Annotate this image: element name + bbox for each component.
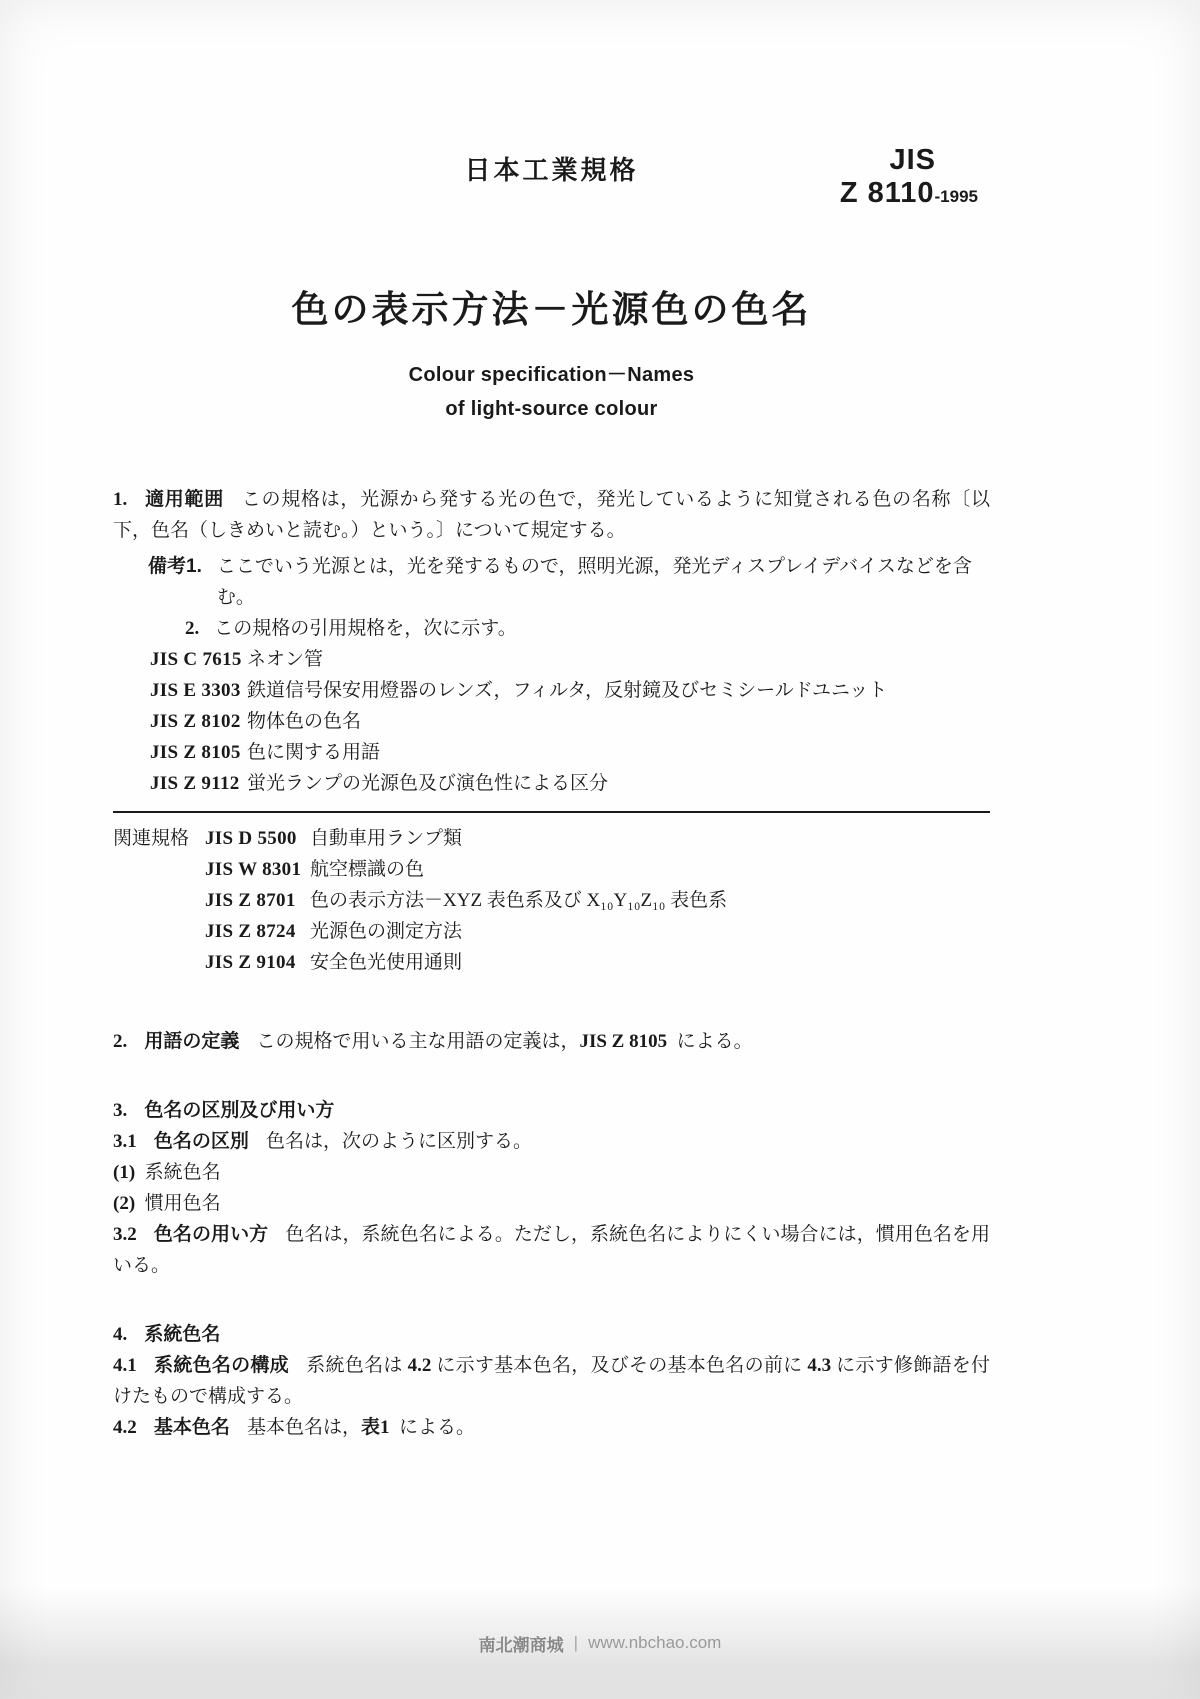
- standard-title: 色の表示方法－XYZ 表色系及び X₁₀Y₁₀Z₁₀ 表色系: [310, 890, 728, 911]
- section-3-1-text: 色名は，次のように区別する。: [265, 1131, 532, 1152]
- footer-site-name: 南北潮商城: [478, 1635, 564, 1655]
- section-3-number: 3.: [113, 1100, 128, 1121]
- remark-1-label: 備考1.: [148, 556, 202, 577]
- related-label-spacer: [113, 947, 205, 978]
- section-1-number: 1.: [113, 489, 128, 510]
- section-4-1-reference-2: 4.3: [807, 1355, 832, 1376]
- section-4-1-text-3: に示す修飾語を付けたもので構成する。: [113, 1355, 990, 1407]
- cited-standard-row: [150, 706, 990, 737]
- section-4-1-text-2: に示す基本色名，及びその基本色名の前に: [436, 1355, 803, 1376]
- related-label-spacer: [113, 885, 205, 916]
- related-standard-row: [113, 885, 990, 916]
- document-subtitle-en-line2: of light-source colour: [445, 398, 658, 420]
- color-name-type-item-1: [113, 1157, 990, 1188]
- section-3-1-paragraph: [113, 1126, 990, 1157]
- related-standard-row: [113, 823, 990, 854]
- list-item-1-number: (1): [113, 1162, 136, 1183]
- section-3-2-paragraph: [113, 1219, 990, 1281]
- section-4-1-reference-1: 4.2: [407, 1355, 432, 1376]
- list-item-1-text: 系統色名: [144, 1162, 221, 1183]
- org-title: 日本工業規格: [464, 155, 639, 185]
- section-4-label: 系統色名: [144, 1324, 221, 1345]
- standard-title: 航空標識の色: [310, 859, 425, 880]
- section-4-2-text-1: 基本色名は，: [246, 1417, 361, 1438]
- standard-title: 自動車用ランプ類: [310, 828, 463, 849]
- section-4-number: 4.: [113, 1324, 128, 1345]
- standard-id-block: [840, 144, 978, 210]
- section-1-label: 適用範囲: [144, 489, 224, 510]
- standard-code: JIS Z 8105: [150, 742, 241, 763]
- related-standard-row: [113, 947, 990, 978]
- document-subtitle-en-line1: Colour specification－Names: [408, 364, 695, 386]
- section-4-2-label: 基本色名: [153, 1417, 230, 1438]
- standard-code-line: [840, 177, 978, 210]
- standard-code: JIS Z 8701: [205, 890, 296, 911]
- related-standards-label: 関連規格: [113, 828, 190, 849]
- section-1-scope-paragraph: [113, 484, 990, 546]
- cited-standards-list: [113, 644, 990, 799]
- standard-code: JIS C 7615: [150, 649, 242, 670]
- standard-title: 蛍光ランプの光源色及び演色性による区分: [247, 773, 609, 794]
- section-2-reference: JIS Z 8105: [579, 1031, 668, 1052]
- standard-code: JIS E 3303: [150, 680, 241, 701]
- list-item-2-text: 慣用色名: [144, 1193, 221, 1214]
- standard-code: JIS Z 8102: [150, 711, 241, 732]
- page-content: [113, 144, 990, 1443]
- list-item-2-number: (2): [113, 1193, 136, 1214]
- divider-rule: [113, 811, 990, 813]
- section-4-1-paragraph: [113, 1350, 990, 1412]
- section-3-1-label: 色名の区別: [153, 1131, 249, 1152]
- remark-item-2: [185, 613, 990, 644]
- section-4-1-number: 4.1: [113, 1355, 137, 1376]
- standard-title: ネオン管: [247, 649, 324, 670]
- footer-divider: |: [573, 1633, 579, 1652]
- page-footer: [0, 1587, 1200, 1699]
- document-header: [113, 144, 990, 226]
- standard-code: JIS Z 8724: [205, 921, 296, 942]
- section-1-text: この規格は，光源から発する光の色で，発光しているように知覚される色の名称〔以下，色名（しきめいと読む。）という。〕について規定する。: [113, 489, 990, 541]
- standard-code: JIS Z 9112: [150, 773, 240, 794]
- section-4-1-label: 系統色名の構成: [153, 1355, 289, 1376]
- document-title: 色の表示方法－光源色の色名: [291, 289, 812, 330]
- remark-item-1: [148, 551, 990, 613]
- section-2-text-post: による。: [676, 1031, 753, 1052]
- remark-2-text: この規格の引用規格を，次に示す。: [214, 618, 517, 639]
- standard-title: 鉄道信号保安用燈器のレンズ，フィルタ，反射鏡及びセミシールドユニット: [247, 680, 888, 701]
- jis-label: JIS: [889, 144, 936, 176]
- standard-title: 色に関する用語: [247, 742, 381, 763]
- section-3-label: 色名の区別及び用い方: [144, 1100, 335, 1121]
- section-3-2-number: 3.2: [113, 1224, 137, 1245]
- related-standard-row: [113, 916, 990, 947]
- section-4-2-paragraph: [113, 1412, 990, 1443]
- standard-code: JIS D 5500: [205, 828, 297, 849]
- standard-title: 物体色の色名: [247, 711, 362, 732]
- standard-year: -1995: [934, 187, 978, 206]
- cited-standard-row: [150, 737, 990, 768]
- cited-standard-row: [150, 675, 990, 706]
- color-name-type-item-2: [113, 1188, 990, 1219]
- section-3-1-number: 3.1: [113, 1131, 137, 1152]
- section-4-heading: [113, 1319, 990, 1350]
- related-standards-list: [113, 823, 990, 978]
- related-label-spacer: [113, 854, 205, 885]
- standard-number: Z 8110: [839, 177, 935, 209]
- section-3-2-text: 色名は，系統色名による。ただし，系統色名によりにくい場合には，慣用色名を用いる。: [113, 1224, 990, 1276]
- standard-code: JIS W 8301: [205, 859, 302, 880]
- section-2-text-pre: この規格で用いる主な用語の定義は，: [256, 1031, 580, 1052]
- cited-standard-row: [150, 768, 990, 799]
- section-4-2-text-2: による。: [398, 1417, 475, 1438]
- section-4-2-number: 4.2: [113, 1417, 137, 1438]
- footer-url: www.nbchao.com: [588, 1633, 722, 1652]
- related-label-spacer: [113, 916, 205, 947]
- section-2-number: 2.: [113, 1031, 128, 1052]
- section-2-label: 用語の定義: [144, 1031, 240, 1052]
- standard-title: 光源色の測定方法: [310, 921, 463, 942]
- section-3-2-label: 色名の用い方: [153, 1224, 269, 1245]
- section-4-1-text-1: 系統色名は: [306, 1355, 403, 1376]
- standard-code: JIS Z 9104: [205, 952, 296, 973]
- section-2-terms-paragraph: [113, 1026, 990, 1057]
- section-3-heading: [113, 1095, 990, 1126]
- section-4-2-reference: 表1: [360, 1417, 390, 1438]
- remark-2-label: 2.: [185, 618, 200, 639]
- remark-1-text: ここでいう光源とは，光を発するもので，照明光源，発光ディスプレイデバイスなどを含む。: [216, 556, 972, 608]
- related-standard-row: [113, 854, 990, 885]
- standard-title: 安全色光使用通則: [310, 952, 463, 973]
- cited-standard-row: [150, 644, 990, 675]
